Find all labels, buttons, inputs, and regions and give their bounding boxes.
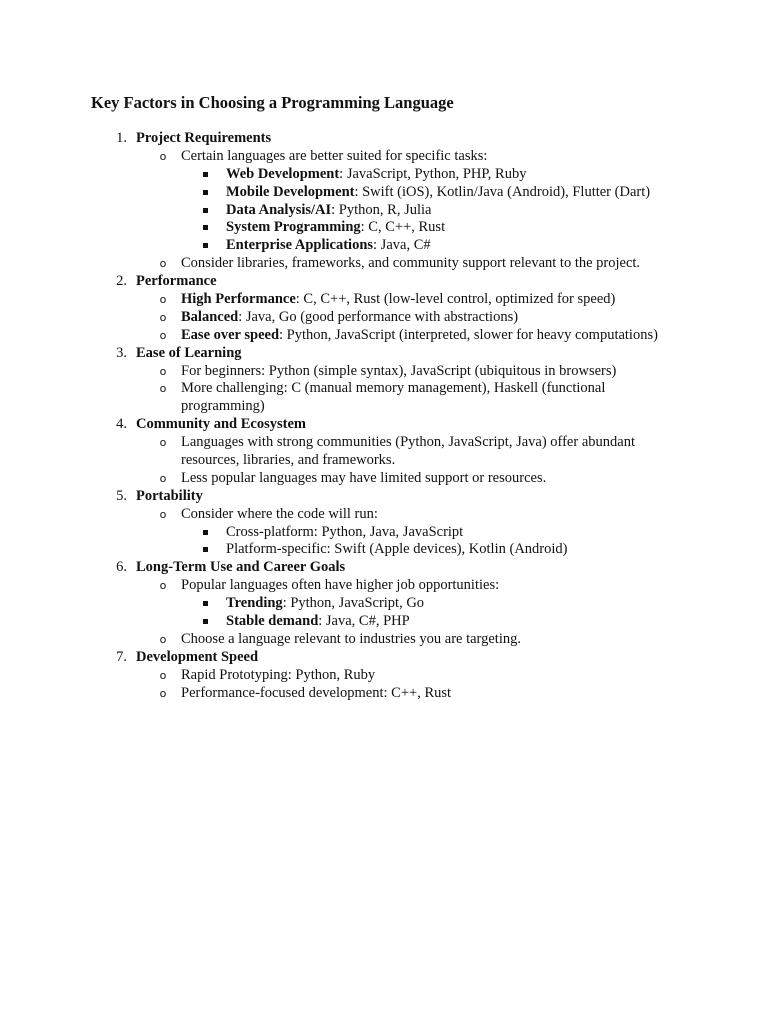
- item-detail: Consider where the code will run:: [181, 505, 378, 522]
- bold-term: Web Development: [226, 165, 340, 182]
- hollow-bullet-icon: o: [159, 436, 167, 450]
- square-bullet-icon: [203, 208, 208, 213]
- square-bullet-icon: [203, 190, 208, 195]
- sub-bullet-item: [0, 255, 768, 273]
- hollow-bullet-icon: o: [159, 471, 167, 485]
- hollow-bullet-icon: o: [159, 686, 167, 700]
- section-heading: [0, 416, 768, 434]
- hollow-bullet-icon: o: [159, 364, 167, 378]
- numbered-outline: [0, 130, 768, 703]
- section-number: 4.: [116, 416, 127, 433]
- bold-term: Data Analysis/AI: [226, 201, 332, 218]
- bold-term: System Programming: [226, 219, 361, 236]
- hollow-bullet-icon: o: [159, 507, 167, 521]
- bullet-text: [181, 577, 499, 595]
- bullet-text: [181, 470, 546, 488]
- bold-term: Enterprise Applications: [226, 237, 374, 254]
- item-detail: : Java, C#: [373, 237, 431, 254]
- outline-section: [0, 345, 768, 417]
- section-heading: [0, 130, 768, 148]
- section-number: 3.: [116, 344, 127, 361]
- document-title: Key Factors in Choosing a Programming Language: [91, 93, 454, 112]
- sub-bullet-item: [0, 667, 768, 685]
- bullet-text: [181, 434, 635, 452]
- item-detail: : Swift (iOS), Kotlin/Java (Android), Flutter (Dart): [354, 183, 651, 200]
- square-bullet-icon: [203, 530, 208, 535]
- bullet-text: [226, 541, 567, 559]
- sub-bullet-item: [0, 380, 768, 398]
- outline-section: [0, 649, 768, 703]
- item-detail: : JavaScript, Python, PHP, Ruby: [339, 165, 527, 182]
- item-detail: Certain languages are better suited for specific tasks:: [181, 147, 488, 164]
- section-heading-text: Portability: [136, 487, 203, 504]
- square-bullet-item: [0, 595, 768, 613]
- square-bullet-item: [0, 541, 768, 559]
- item-detail: Performance-focused development: C++, Rust: [181, 684, 452, 701]
- bold-term: Stable demand: [226, 613, 319, 630]
- square-bullet-item: [0, 219, 768, 237]
- item-detail: Consider libraries, frameworks, and community support relevant to the project.: [181, 255, 641, 272]
- bullet-text: [226, 166, 526, 184]
- item-detail: Choose a language relevant to industries you are targeting.: [181, 630, 521, 647]
- bullet-text: [181, 667, 375, 685]
- item-detail: : Python, JavaScript (interpreted, slower for heavy computations): [279, 326, 658, 343]
- item-detail: : C, C++, Rust: [360, 219, 446, 236]
- outline-section: [0, 559, 768, 648]
- bullet-text: [181, 452, 395, 470]
- item-detail: : Python, JavaScript, Go: [282, 595, 425, 612]
- section-heading: [0, 649, 768, 667]
- square-bullet-icon: [203, 601, 208, 606]
- bullet-text: [181, 685, 451, 703]
- section-heading-text: Development Speed: [136, 648, 259, 665]
- bold-term: Trending: [226, 595, 283, 612]
- wrapped-line: [0, 452, 768, 470]
- section-heading: [0, 345, 768, 363]
- sub-bullet-item: [0, 148, 768, 166]
- section-heading: [0, 273, 768, 291]
- square-bullet-icon: [203, 619, 208, 624]
- bullet-text: [181, 148, 487, 166]
- section-heading-text: Community and Ecosystem: [136, 416, 306, 433]
- section-heading-text: Project Requirements: [136, 130, 272, 146]
- bullet-text: [226, 237, 431, 255]
- section-number: 7.: [116, 648, 127, 665]
- bullet-text: [181, 631, 521, 649]
- outline-section: [0, 416, 768, 488]
- bold-term: Ease over speed: [181, 326, 280, 343]
- item-detail: Cross-platform: Python, Java, JavaScript: [226, 523, 464, 540]
- hollow-bullet-icon: o: [159, 579, 167, 593]
- bullet-text: [181, 291, 615, 309]
- hollow-bullet-icon: o: [159, 632, 167, 646]
- item-detail: : Java, Go (good performance with abstractions): [238, 308, 519, 325]
- section-number: 6.: [116, 559, 127, 576]
- bullet-text: [181, 398, 265, 416]
- square-bullet-item: [0, 237, 768, 255]
- section-number: 5.: [116, 487, 127, 504]
- bullet-text: [226, 613, 410, 631]
- section-heading: [0, 488, 768, 506]
- item-detail: More challenging: C (manual memory management), Haskell (functional: [181, 380, 606, 397]
- outline-section: [0, 488, 768, 560]
- section-heading-text: Long-Term Use and Career Goals: [136, 559, 346, 576]
- item-detail: Less popular languages may have limited support or resources.: [181, 469, 547, 486]
- hollow-bullet-icon: o: [159, 149, 167, 163]
- sub-bullet-item: [0, 506, 768, 524]
- sub-bullet-item: [0, 685, 768, 703]
- square-bullet-item: [0, 184, 768, 202]
- sub-bullet-item: [0, 291, 768, 309]
- bullet-text: [226, 202, 431, 220]
- bullet-text: [181, 309, 518, 327]
- outline-section: [0, 130, 768, 273]
- hollow-bullet-icon: o: [159, 668, 167, 682]
- item-detail: Popular languages often have higher job opportunities:: [181, 577, 500, 594]
- sub-bullet-item: [0, 577, 768, 595]
- item-detail: programming): [181, 398, 265, 415]
- square-bullet-item: [0, 613, 768, 631]
- section-heading: [0, 559, 768, 577]
- bullet-text: [226, 219, 445, 237]
- sub-bullet-item: [0, 470, 768, 488]
- bullet-text: [181, 380, 605, 398]
- section-number: 1.: [116, 130, 127, 146]
- bullet-text: [181, 506, 378, 524]
- sub-bullet-item: [0, 327, 768, 345]
- bullet-text: [181, 255, 640, 273]
- item-detail: Rapid Prototyping: Python, Ruby: [181, 666, 376, 683]
- hollow-bullet-icon: o: [159, 382, 167, 396]
- bullet-text: [226, 524, 463, 542]
- wrapped-line: [0, 398, 768, 416]
- sub-bullet-item: [0, 363, 768, 381]
- item-detail: Languages with strong communities (Python, JavaScript, Java) offer abundant: [181, 434, 635, 451]
- sub-bullet-item: [0, 434, 768, 452]
- square-bullet-item: [0, 524, 768, 542]
- section-heading-text: Ease of Learning: [136, 344, 242, 361]
- bullet-text: [181, 363, 616, 381]
- square-bullet-item: [0, 166, 768, 184]
- section-heading-text: Performance: [136, 273, 217, 290]
- item-detail: Platform-specific: Swift (Apple devices), Kotlin (Android): [226, 541, 568, 558]
- bullet-text: [226, 184, 650, 202]
- square-bullet-icon: [203, 243, 208, 248]
- hollow-bullet-icon: o: [159, 328, 167, 342]
- item-detail: For beginners: Python (simple syntax), JavaScript (ubiquitous in browsers): [181, 362, 617, 379]
- bullet-text: [181, 327, 658, 345]
- outline-section: [0, 273, 768, 345]
- square-bullet-icon: [203, 172, 208, 177]
- square-bullet-icon: [203, 225, 208, 230]
- item-detail: resources, libraries, and frameworks.: [181, 452, 396, 469]
- item-detail: : Java, C#, PHP: [318, 613, 410, 630]
- square-bullet-icon: [203, 547, 208, 552]
- hollow-bullet-icon: o: [159, 293, 167, 307]
- item-detail: : Python, R, Julia: [331, 201, 432, 218]
- bullet-text: [226, 595, 424, 613]
- sub-bullet-item: [0, 631, 768, 649]
- bold-term: High Performance: [181, 291, 296, 308]
- bold-term: Mobile Development: [226, 183, 355, 200]
- item-detail: : C, C++, Rust (low-level control, optimized for speed): [295, 291, 616, 308]
- section-number: 2.: [116, 273, 127, 290]
- bold-term: Balanced: [181, 308, 239, 325]
- hollow-bullet-icon: o: [159, 257, 167, 271]
- sub-bullet-item: [0, 309, 768, 327]
- hollow-bullet-icon: o: [159, 310, 167, 324]
- square-bullet-item: [0, 202, 768, 220]
